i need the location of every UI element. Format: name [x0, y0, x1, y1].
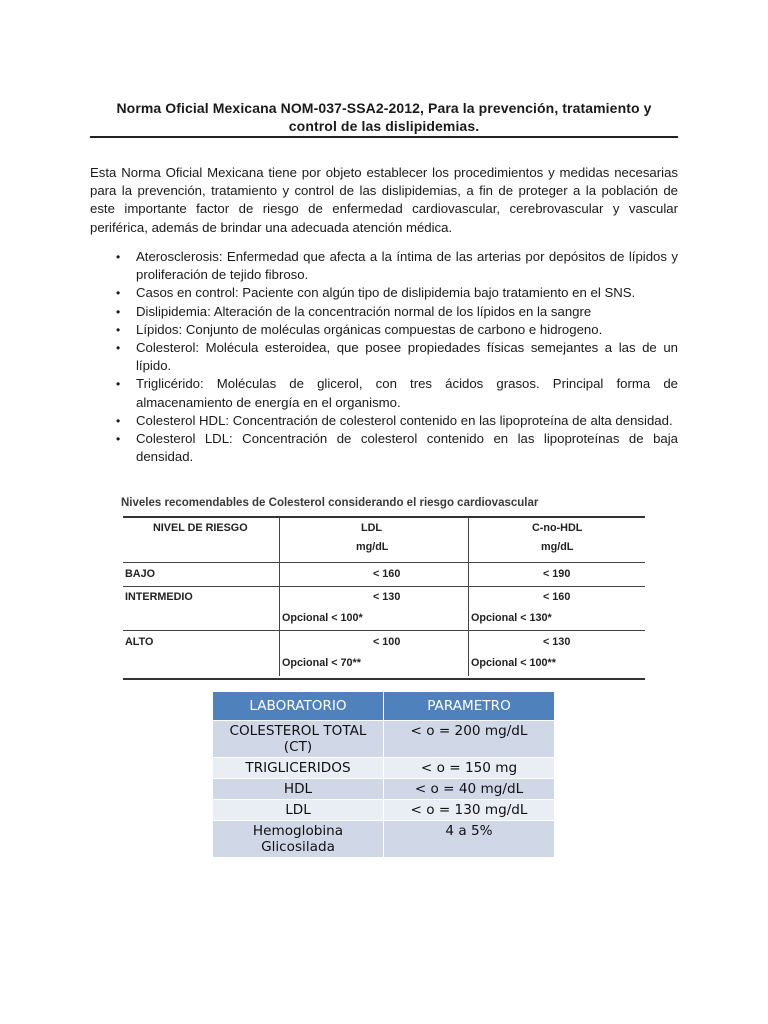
row-divider	[123, 630, 645, 631]
header-ldl-unit: mg/dL	[356, 541, 389, 553]
header-laboratorio: LABORATORIO	[213, 692, 384, 721]
risk-level-high: ALTO	[125, 636, 154, 648]
table-header-row	[213, 692, 555, 721]
column-divider	[468, 518, 469, 676]
header-ldl: LDL	[361, 522, 382, 534]
lab-name: LDL	[213, 800, 384, 821]
risk-level-low: BAJO	[125, 568, 155, 580]
table-row	[213, 721, 555, 758]
header-nonhdl: C-no-HDL	[532, 522, 583, 534]
header-parametro: PARAMETRO	[384, 692, 555, 721]
row-divider	[123, 562, 645, 563]
nonhdl-value: < 130	[543, 636, 571, 648]
row-divider	[123, 586, 645, 587]
nonhdl-optional: Opcional < 100**	[471, 657, 556, 669]
bullet-icon: •	[116, 341, 121, 356]
bullet-icon: •	[116, 377, 121, 392]
definition-text: Colesterol LDL: Concentración de colesterol contenido en las lipoproteínas de baja densidad.	[136, 431, 678, 465]
risk-level-intermediate: INTERMEDIO	[125, 591, 193, 603]
ldl-value: < 130	[373, 591, 401, 603]
lab-name: Hemoglobina Glicosilada	[213, 821, 384, 858]
ldl-value: < 160	[373, 568, 401, 580]
list-item	[90, 339, 678, 375]
definition-text: Lípidos: Conjunto de moléculas orgánicas compuestas de carbono e hidrogeno.	[136, 321, 603, 337]
bullet-icon: •	[116, 304, 121, 319]
definition-text: Aterosclerosis: Enfermedad que afecta a la íntima de las arterias por depósitos de lípidos y proliferación de tejido fibroso.	[136, 249, 678, 283]
definition-text: Dislipidemia: Alteración de la concentración normal de los lípidos en la sangre	[136, 303, 592, 319]
ldl-value: < 100	[373, 636, 401, 648]
title-line-1: Norma Oficial Mexicana NOM-037-SSA2-2012, Para la prevención, tratamiento y	[116, 100, 652, 116]
table-row	[213, 800, 555, 821]
title-line-2: control de las dislipidemias.	[288, 118, 480, 134]
definitions-list	[90, 248, 678, 466]
ldl-optional: Opcional < 70**	[282, 657, 361, 669]
list-item	[90, 303, 678, 321]
bullet-icon: •	[116, 250, 121, 264]
document-title	[90, 99, 678, 135]
definition-text: Colesterol: Molécula esteroidea, que posee propiedades físicas semejantes a las de un lípido.	[136, 340, 678, 374]
cholesterol-risk-table	[119, 494, 647, 678]
list-item	[90, 375, 678, 411]
lab-parameter: < o = 200 mg/dL	[384, 721, 555, 758]
bullet-icon: •	[116, 286, 121, 301]
definition-text: Colesterol HDL: Concentración de colesterol contenido en las lipoproteína de alta densidad.	[136, 412, 673, 428]
ldl-optional: Opcional < 100*	[282, 612, 363, 624]
lab-parameter: 4 a 5%	[384, 821, 555, 858]
lab-parameter: < o = 150 mg	[384, 758, 555, 779]
bullet-icon: •	[116, 432, 121, 447]
list-item	[90, 248, 678, 284]
table-row	[213, 779, 555, 800]
laboratory-table	[212, 691, 555, 858]
table-row	[213, 821, 555, 858]
risk-table-caption: Niveles recomendables de Colesterol considerando el riesgo cardiovascular	[121, 497, 539, 509]
list-item	[90, 430, 678, 466]
list-item	[90, 284, 678, 302]
nonhdl-value: < 190	[543, 568, 571, 580]
definition-text: Casos en control: Paciente con algún tipo de dislipidemia bajo tratamiento en el SNS.	[136, 285, 636, 301]
definition-text: Triglicérido: Moléculas de glicerol, con tres ácidos grasos. Principal forma de almacenamiento de energía en el organismo.	[136, 376, 678, 410]
bullet-icon: •	[116, 413, 121, 428]
nonhdl-value: < 160	[543, 591, 571, 603]
header-nonhdl-unit: mg/dL	[541, 541, 574, 553]
table-row	[213, 758, 555, 779]
lab-name: HDL	[213, 779, 384, 800]
lab-parameter: < o = 130 mg/dL	[384, 800, 555, 821]
lab-name: TRIGLICERIDOS	[213, 758, 384, 779]
column-divider	[279, 518, 280, 676]
lab-name: COLESTEROL TOTAL (CT)	[213, 721, 384, 758]
list-item	[90, 321, 678, 339]
list-item	[90, 412, 678, 430]
title-underline	[90, 136, 678, 138]
header-risk-level: NIVEL DE RIESGO	[153, 522, 248, 534]
bullet-icon: •	[116, 322, 121, 337]
lab-parameter: < o = 40 mg/dL	[384, 779, 555, 800]
intro-paragraph: Esta Norma Oficial Mexicana tiene por objeto establecer los procedimientos y medidas necesarias para la prevención, tratamiento y control de las dislipidemias, a fin de proteger a la población de este importante factor de riesgo de enfermedad cardiovascular, cerebrovascular y vascular periférica, además de brindar una adecuada atención médica.	[90, 165, 678, 235]
nonhdl-optional: Opcional < 130*	[471, 612, 552, 624]
